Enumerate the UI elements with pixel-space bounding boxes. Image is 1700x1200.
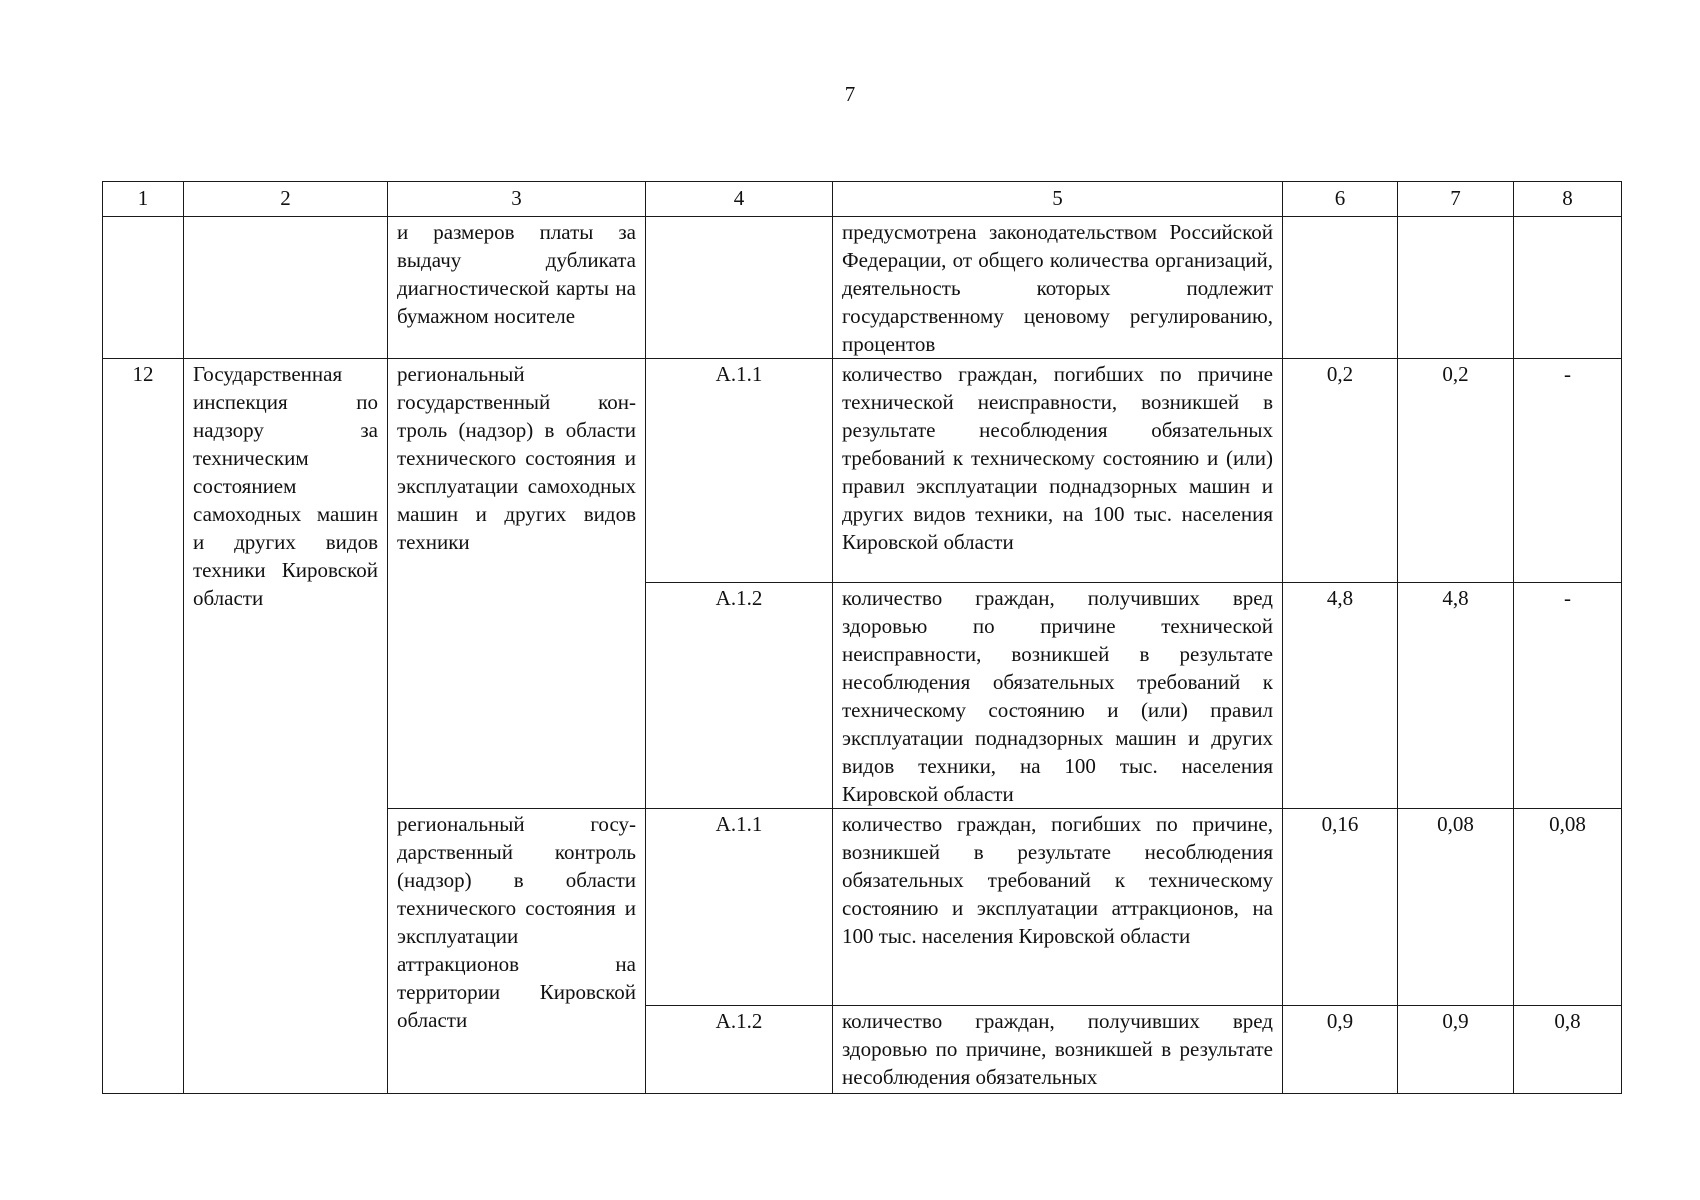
header-cell-4: 4 — [646, 182, 833, 217]
cell-value-6 — [1283, 217, 1398, 359]
cell-indicator-text: количество граждан, погибших по причине технической неисправности, возникшей в результате несоблюдения обязательных требований к техническому состоянию и (или) правил эксплуатации поднадзорных машин и других видов техники, на 100 тыс. населения Кировской области — [833, 359, 1283, 583]
cell-indicator-text: количество граждан, получивших вред здоровью по причине технической неисправности, возникшей в результате несоблюдения обязательных требований к техническому состоянию и (или) правил эксплуатации поднадзорных машин и других видов техники, на 100 тыс. населения Кировской области — [833, 583, 1283, 809]
header-cell-8: 8 — [1514, 182, 1622, 217]
cell-value-6: 0,9 — [1283, 1006, 1398, 1094]
cell-indicator-code — [646, 217, 833, 359]
cell-control-type: региональный государственный контроль (надзор) в области технического состояния и эксплуатации самоходных машин и других видов техники — [388, 359, 646, 809]
cell-number: 12 — [103, 359, 184, 1094]
cell-indicator-text: количество граждан, получивших вред здоровью по причине, возникшей в результате несоблюдения обязательных — [833, 1006, 1283, 1094]
cell-indicator-text: количество граждан, погибших по причине, возникшей в результате несоблюдения обязательных требований к техническому состоянию и эксплуатации аттракционов, на 100 тыс. населения Кировской области — [833, 809, 1283, 1006]
cell-value-7: 0,2 — [1398, 359, 1514, 583]
indicators-table — [102, 181, 1622, 1094]
cell-value-7: 0,08 — [1398, 809, 1514, 1006]
cell-indicator-code: А.1.1 — [646, 359, 833, 583]
cell-value-7: 4,8 — [1398, 583, 1514, 809]
cell-value-7 — [1398, 217, 1514, 359]
cell-value-6: 0,2 — [1283, 359, 1398, 583]
cell-value-8: - — [1514, 359, 1622, 583]
header-cell-5: 5 — [833, 182, 1283, 217]
table-header-row — [103, 182, 1622, 217]
header-cell-7: 7 — [1398, 182, 1514, 217]
cell-indicator-code: А.1.2 — [646, 1006, 833, 1094]
cell-value-7: 0,9 — [1398, 1006, 1514, 1094]
cell-authority — [184, 217, 388, 359]
header-cell-1: 1 — [103, 182, 184, 217]
header-cell-2: 2 — [184, 182, 388, 217]
cell-value-8: - — [1514, 583, 1622, 809]
cell-value-8 — [1514, 217, 1622, 359]
cell-value-6: 0,16 — [1283, 809, 1398, 1006]
table-row — [103, 359, 1622, 583]
cell-value-8: 0,08 — [1514, 809, 1622, 1006]
cell-value-6: 4,8 — [1283, 583, 1398, 809]
cell-control-type: и размеров платы за выдачу дубликата диагностической карты на бумажном носителе — [388, 217, 646, 359]
cell-indicator-code: А.1.1 — [646, 809, 833, 1006]
cell-authority: Государственная инспекция по надзору за техническим состоянием самоходных машин и других видов техники Кировской области — [184, 359, 388, 1094]
header-cell-3: 3 — [388, 182, 646, 217]
cell-indicator-text: предусмотрена законодательством Российской Федерации, от общего количества организаций, деятельность которых подлежит государственному ценовому регулированию, процентов — [833, 217, 1283, 359]
cell-value-8: 0,8 — [1514, 1006, 1622, 1094]
table-row — [103, 217, 1622, 359]
cell-number — [103, 217, 184, 359]
cell-indicator-code: А.1.2 — [646, 583, 833, 809]
header-cell-6: 6 — [1283, 182, 1398, 217]
page-number: 7 — [844, 82, 856, 106]
cell-control-type: региональный государственный контроль (надзор) в области технического состояния и эксплуатации аттракционов на территории Кировской области — [388, 809, 646, 1094]
